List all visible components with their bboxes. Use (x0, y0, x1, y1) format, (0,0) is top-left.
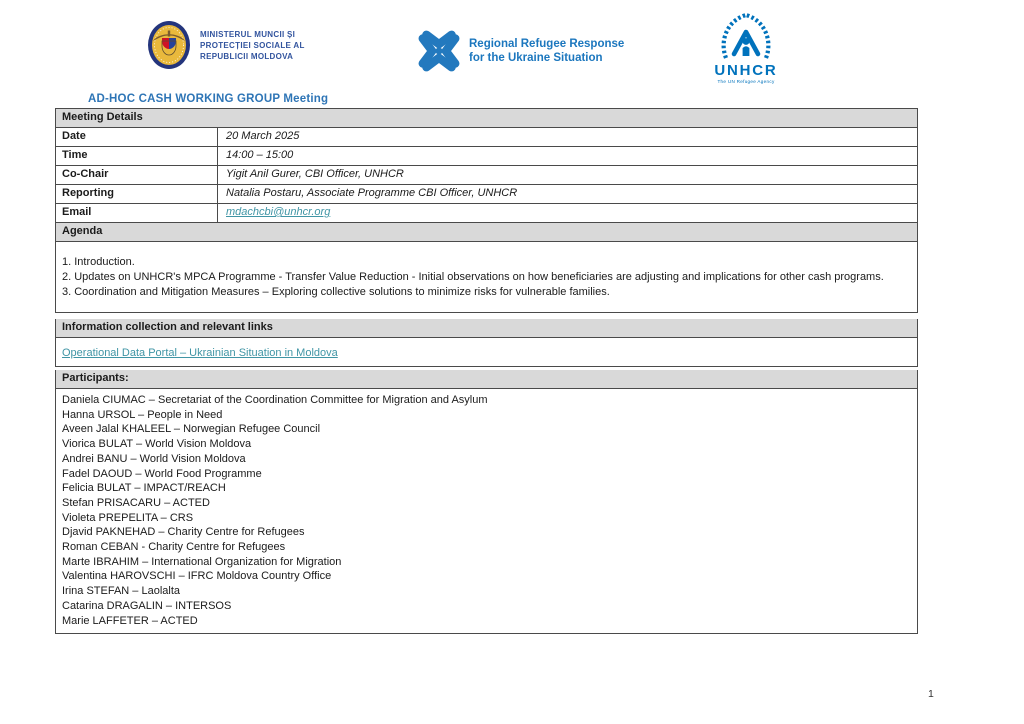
participant-item: Felicia BULAT – IMPACT/REACH (62, 482, 226, 495)
time-label: Time (56, 147, 218, 165)
participant-item: Roman CEBAN - Charity Centre for Refugees (62, 541, 286, 554)
links-header: Information collection and relevant links (55, 319, 918, 338)
agenda-item: 3. Coordination and Mitigation Measures – Exploring collective solutions to minimize risks for vulnerable families. (62, 286, 610, 298)
page-title: AD-HOC CASH WORKING GROUP Meeting (88, 93, 329, 105)
email-label: Email (56, 204, 218, 222)
time-value: 14:00 – 15:00 (226, 149, 294, 161)
agenda-section (55, 223, 918, 313)
reporting-label: Reporting (56, 185, 218, 203)
rrr-text-line1: Regional Refugee Response (469, 38, 625, 50)
participant-item: Daniela CIUMAC – Secretariat of the Coordination Committee for Migration and Asylum (62, 394, 488, 406)
document-content (55, 108, 918, 634)
co-chair-label: Co-Chair (56, 166, 218, 184)
participants-header: Participants: (55, 370, 918, 389)
table-row (55, 204, 918, 223)
participant-item: Catarina DRAGALIN – INTERSOS (62, 599, 232, 612)
participant-item: Djavid PAKNEHAD – Charity Centre for Refugees (62, 526, 305, 539)
table-row (55, 166, 918, 185)
moldova-ministry-text (200, 29, 305, 62)
moldova-text-line1: MINISTERUL MUNCII ȘI (200, 29, 296, 39)
moldova-emblem-icon (147, 20, 191, 70)
links-section (55, 319, 918, 367)
regional-refugee-response-logo (417, 29, 624, 73)
participants-section (55, 370, 918, 634)
participant-item: Valentina HAROVSCHI – IFRC Moldova Country Office (62, 570, 332, 583)
rrr-logo-text (469, 37, 624, 65)
participant-item: Stefan PRISACARU – ACTED (62, 496, 210, 509)
participant-item: Hanna URSOL – People in Need (62, 408, 223, 421)
operational-data-portal-link[interactable]: Operational Data Portal – Ukrainian Situation in Moldova (62, 347, 338, 359)
participant-item: Viorica BULAT – World Vision Moldova (62, 438, 252, 451)
participant-item: Andrei BANU – World Vision Moldova (62, 452, 246, 465)
agenda-item: 1. Introduction. (62, 256, 135, 268)
table-row (55, 128, 918, 147)
page-number: 1 (928, 688, 934, 700)
participant-item: Fadel DAOUD – World Food Programme (62, 467, 262, 480)
email-link[interactable]: mdachcbi@unhcr.org (226, 206, 331, 218)
date-label: Date (56, 128, 218, 146)
participant-item: Violeta PREPELITA – CRS (62, 511, 194, 524)
table-row (55, 185, 918, 204)
agenda-item: 2. Updates on UNHCR's MPCA Programme - Transfer Value Reduction - Initial observations on how beneficiaries are adjusting and implications for other cash programs. (62, 271, 884, 283)
participants-list (55, 389, 918, 634)
moldova-text-line3: REPUBLICII MOLDOVA (200, 51, 294, 61)
table-row (55, 147, 918, 166)
meeting-details-section (55, 108, 918, 223)
unhcr-logo (702, 10, 790, 84)
participant-item: Marie LAFFETER – ACTED (62, 614, 198, 627)
participant-item: Marte IBRAHIM – International Organization for Migration (62, 555, 342, 568)
agenda-header: Agenda (55, 223, 918, 242)
meeting-details-header: Meeting Details (55, 108, 918, 128)
rrr-icon (417, 29, 461, 73)
date-value: 20 March 2025 (226, 130, 300, 142)
reporting-value: Natalia Postaru, Associate Programme CBI Officer, UNHCR (226, 187, 518, 199)
agenda-list (55, 242, 918, 313)
unhcr-icon (715, 10, 777, 64)
links-body (55, 338, 918, 367)
participant-item: Aveen Jalal KHALEEL – Norwegian Refugee Council (62, 423, 321, 436)
unhcr-tagline: The UN Refugee Agency (717, 79, 775, 84)
unhcr-wordmark: UNHCR (714, 62, 778, 79)
participant-item: Irina STEFAN – Laolalta (62, 585, 181, 598)
rrr-text-line2: for the Ukraine Situation (469, 52, 603, 64)
moldova-text-line2: PROTECȚIEI SOCIALE AL (200, 40, 305, 50)
co-chair-value: Yigit Anil Gurer, CBI Officer, UNHCR (226, 168, 404, 180)
moldova-ministry-logo (147, 20, 305, 70)
email-value (218, 204, 917, 222)
